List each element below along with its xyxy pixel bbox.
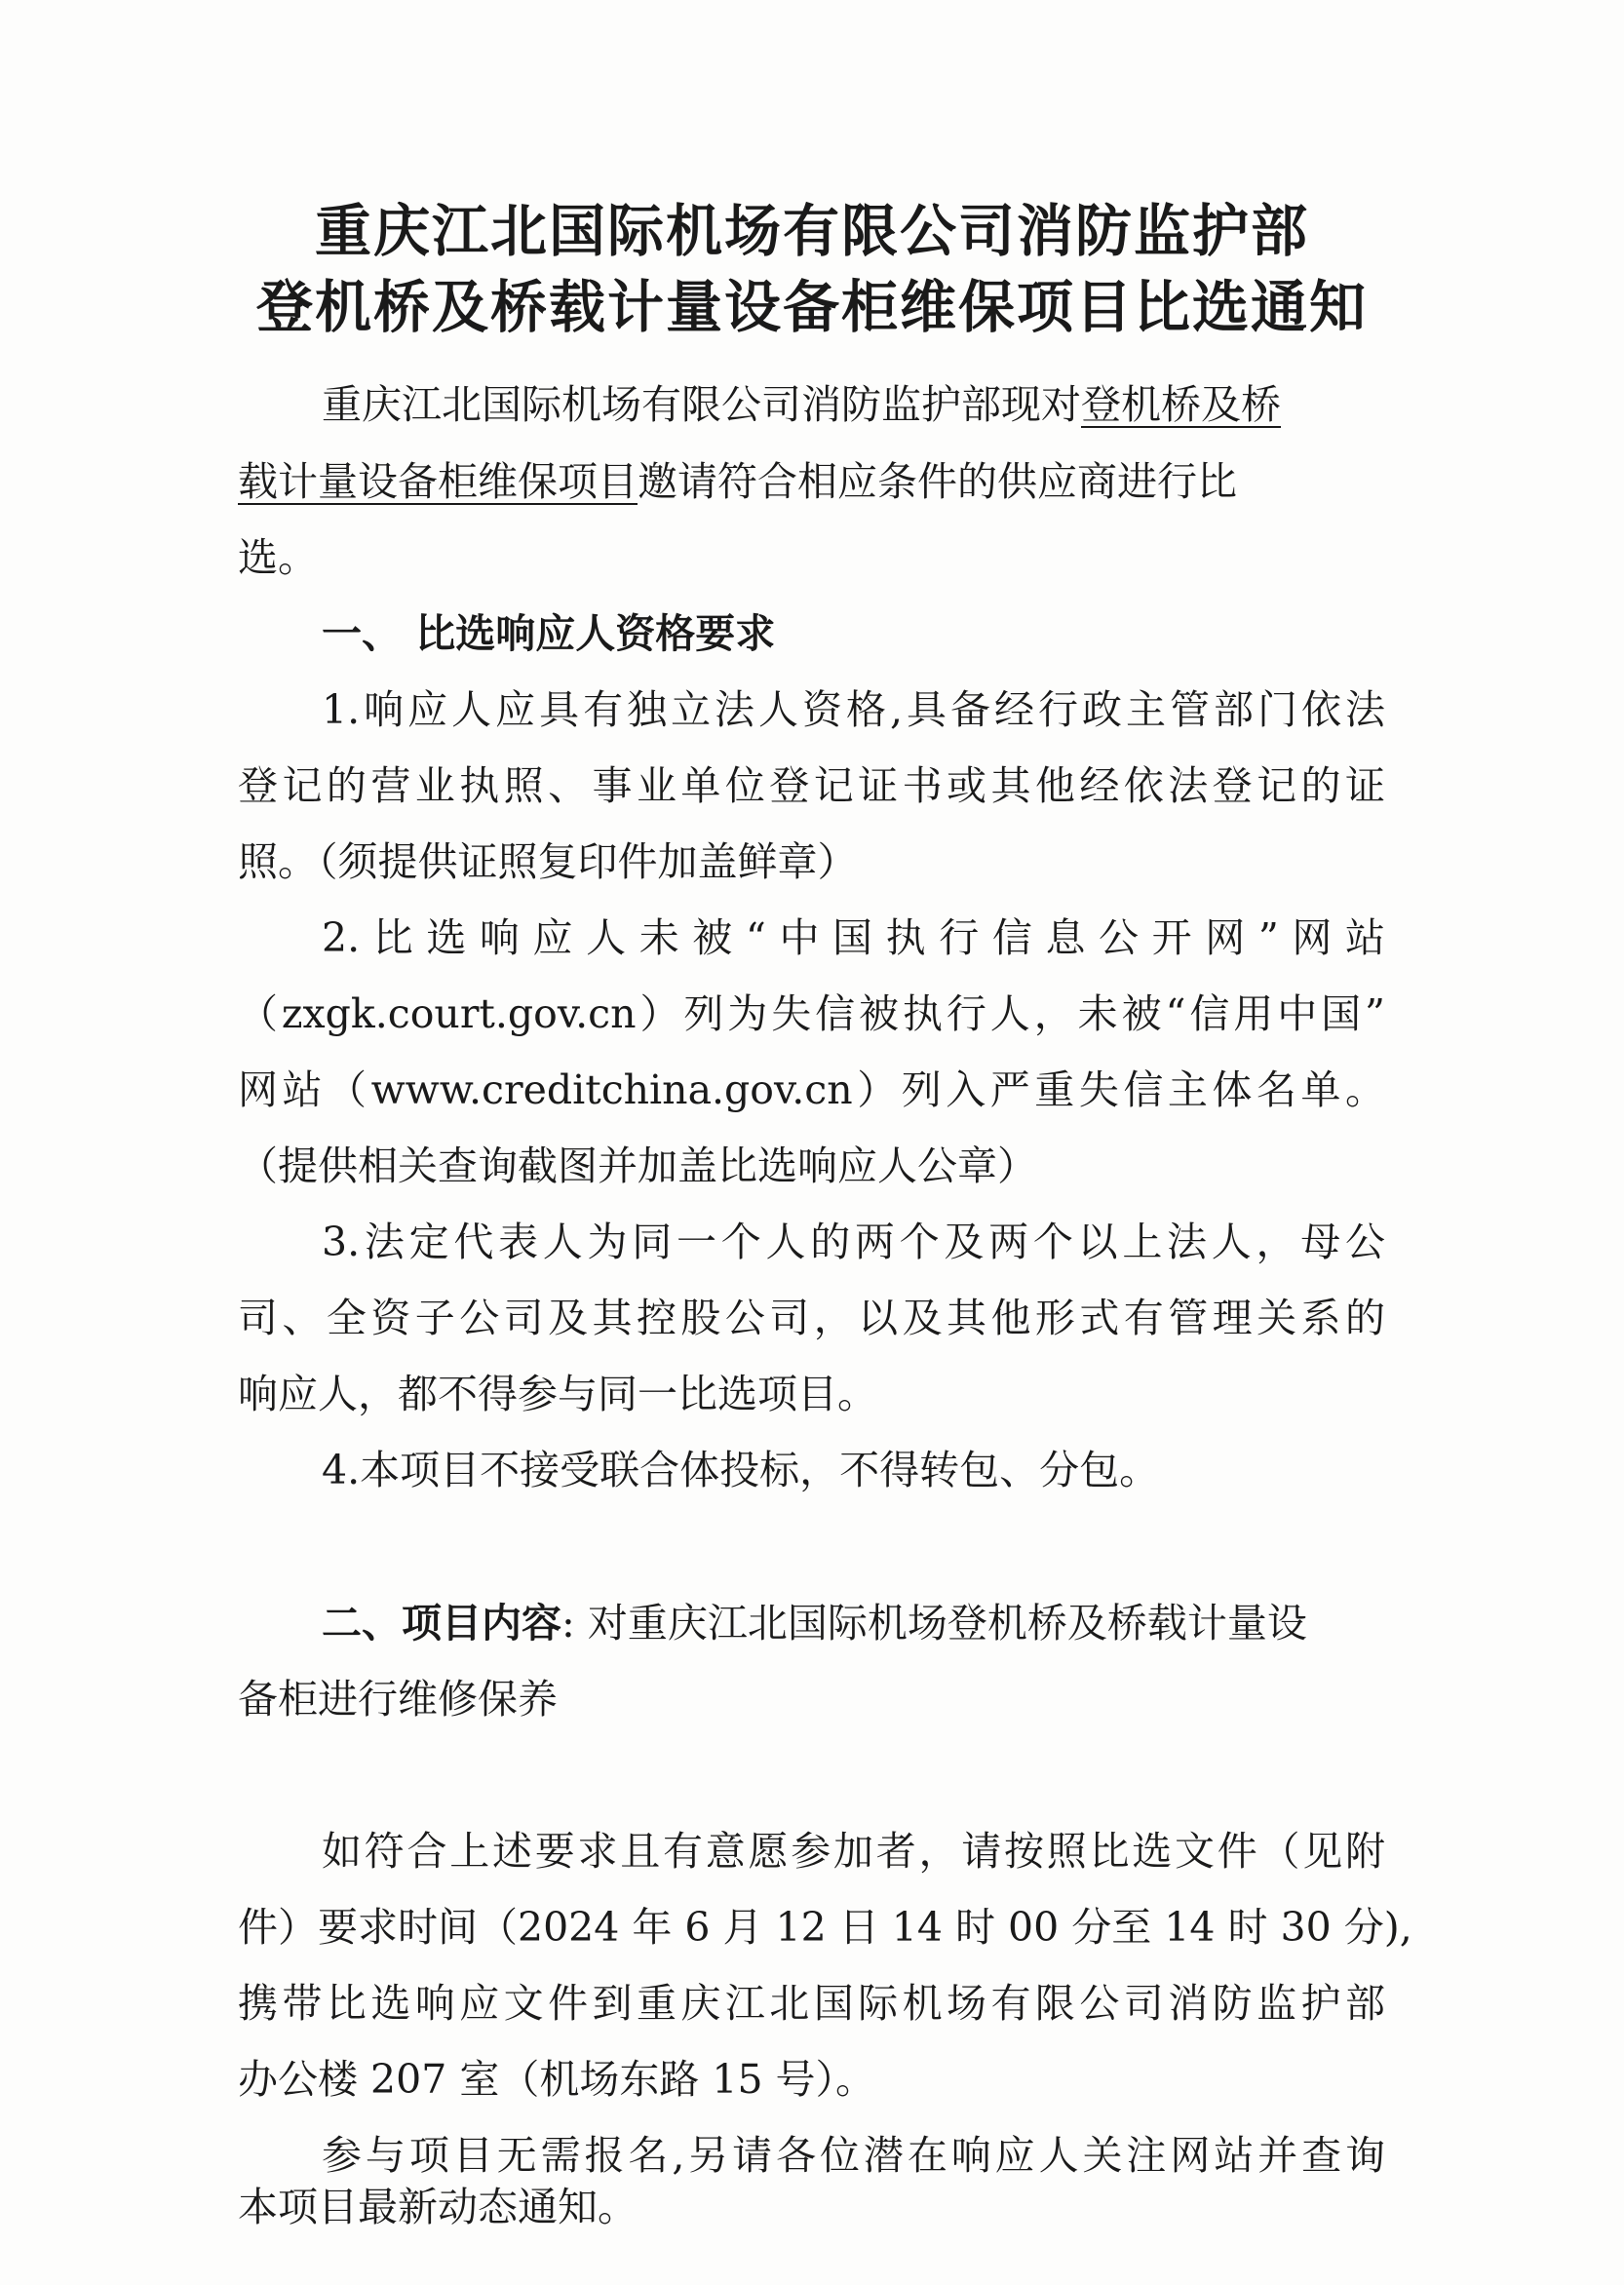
intro-text: 重庆江北国际机场有限公司消防监护部现对 [322, 381, 1081, 428]
req2-line-3: 网站（www.creditchina.gov.cn）列入严重失信主体名单。 [238, 1066, 1385, 1113]
notice-line-1: 参与项目无需报名,另请各位潜在响应人关注网站并查询 [322, 2132, 1385, 2179]
req2-line-2: （zxgk.court.gov.cn）列为失信被执行人，未被“信用中国” [238, 990, 1385, 1037]
intro-text-cont: 邀请符合相应条件的供应商进行比 [638, 458, 1237, 505]
section1-heading: 一、 比选响应人资格要求 [322, 610, 776, 657]
req1-line-3: 照。（须提供证照复印件加盖鲜章） [238, 838, 858, 885]
closing-line-4: 办公楼 207 室（机场东路 15 号）。 [238, 2056, 876, 2103]
closing-line-1: 如符合上述要求且有意愿参加者，请按照比选文件（见附 [322, 1828, 1385, 1875]
req1-line-1: 1.响应人应具有独立法人资格,具备经行政主管部门依法 [322, 686, 1385, 733]
closing-line-3: 携带比选响应文件到重庆江北国际机场有限公司消防监护部 [238, 1980, 1385, 2027]
intro-line-2 [238, 458, 1385, 505]
req2-line-4: （提供相关查询截图并加盖比选响应人公章） [238, 1142, 1037, 1189]
req3-line-1: 3.法定代表人为同一个人的两个及两个以上法人，母公 [322, 1219, 1385, 1265]
req2-line-1: 2.比选响应人未被“中国执行信息公开网”网站 [322, 914, 1385, 961]
project-name-underlined: 登机桥及桥 [1081, 381, 1281, 428]
closing-line-2: 件）要求时间（2024 年 6 月 12 日 14 时 00 分至 14 时 30 分), [238, 1904, 1412, 1951]
req4-line-1: 4.本项目不接受联合体投标，不得转包、分包。 [322, 1447, 1160, 1493]
section2-heading: 二、项目内容 [322, 1600, 561, 1646]
intro-line-3: 选。 [238, 534, 318, 581]
document-title-line2: 登机桥及桥载计量设备柜维保项目比选通知 [255, 274, 1368, 340]
section2-text: : 对重庆江北国际机场登机桥及桥载计量设 [561, 1600, 1307, 1646]
notice-line-2: 本项目最新动态通知。 [238, 2184, 638, 2230]
req3-line-2: 司、全资子公司及其控股公司，以及其他形式有管理关系的 [238, 1295, 1385, 1341]
section2-line-1 [322, 1600, 1385, 1646]
req3-line-3: 响应人，都不得参与同一比选项目。 [238, 1371, 877, 1417]
req1-line-2: 登记的营业执照、事业单位登记证书或其他经依法登记的证 [238, 762, 1385, 809]
document-title-line1: 重庆江北国际机场有限公司消防监护部 [314, 198, 1309, 264]
intro-line-1 [322, 381, 1281, 428]
project-name-underlined-cont: 载计量设备柜维保项目 [238, 458, 638, 505]
section2-line-2: 备柜进行维修保养 [238, 1676, 558, 1723]
